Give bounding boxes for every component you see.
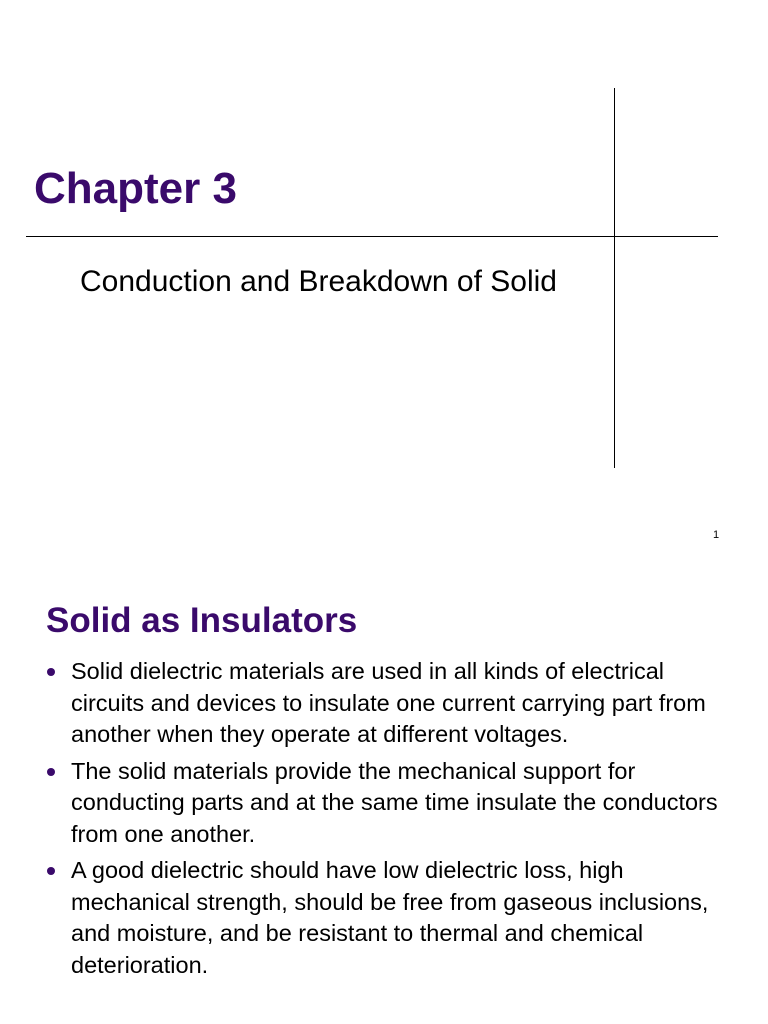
list-item xyxy=(46,756,726,851)
slide-number: 1 xyxy=(713,529,720,541)
vertical-divider xyxy=(614,88,615,468)
list-item xyxy=(46,855,726,981)
section-heading: Solid as Insulators xyxy=(46,601,358,640)
horizontal-divider xyxy=(26,236,718,237)
bullet-text: The solid materials provide the mechanical support for conducting parts and at the same time insulate the conductors from one another. xyxy=(71,757,718,847)
list-item xyxy=(46,656,726,751)
bullet-icon xyxy=(47,768,55,776)
bullet-icon xyxy=(47,668,55,676)
bullet-text: A good dielectric should have low dielectric loss, high mechanical strength, should be free from gaseous inclusions, and moisture, and be resistant to thermal and chemical deterioration. xyxy=(71,857,709,978)
bullet-icon xyxy=(47,867,55,875)
chapter-title: Chapter 3 xyxy=(34,164,237,213)
chapter-subtitle: Conduction and Breakdown of Solid xyxy=(80,265,557,298)
bullet-list xyxy=(46,656,726,986)
bullet-text: Solid dielectric materials are used in all kinds of electrical circuits and devices to insulate one current carrying part from another when they operate at different voltages. xyxy=(71,658,706,747)
